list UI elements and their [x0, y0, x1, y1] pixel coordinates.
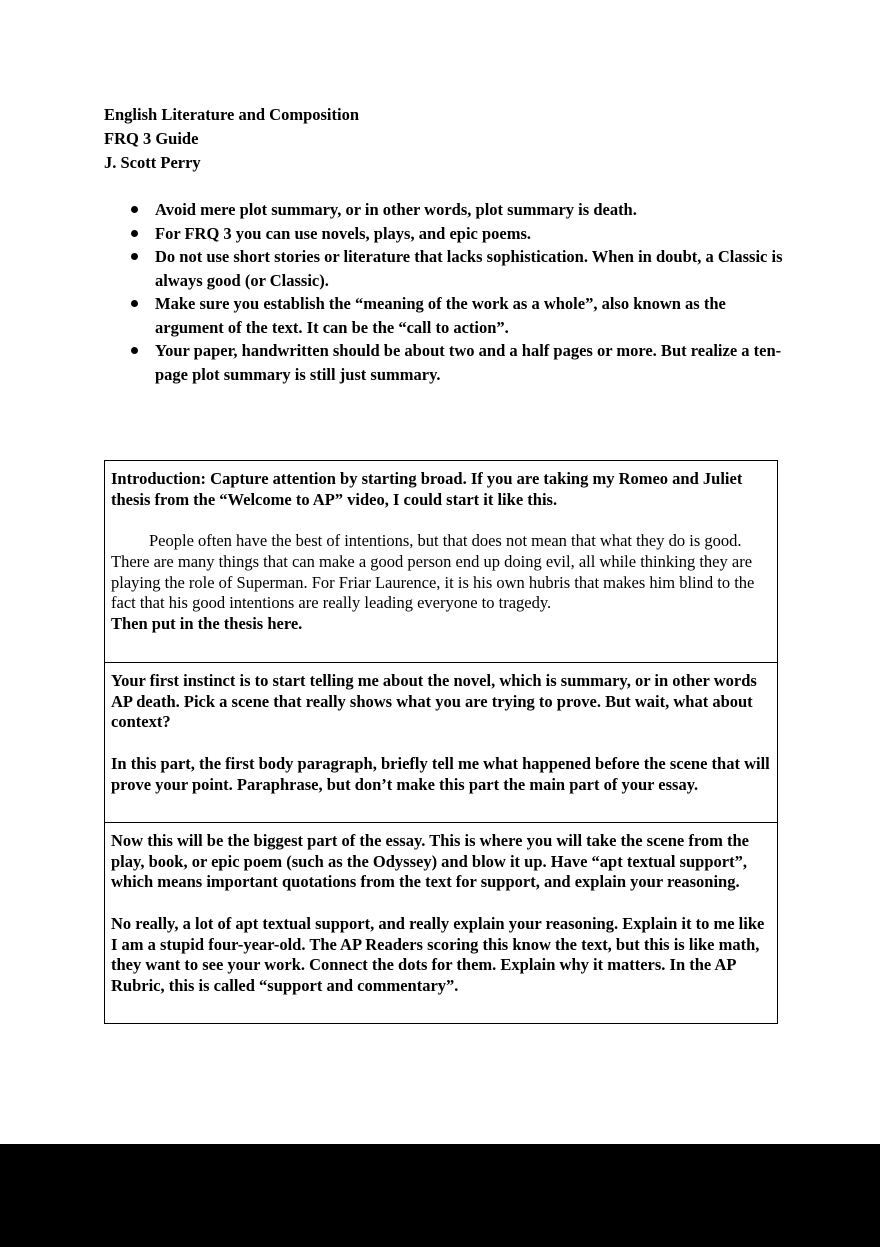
viewer-background-band [0, 1144, 880, 1247]
list-item [104, 292, 784, 339]
introduction-example: People often have the best of intentions, but that does not mean that what they do is good. There are many things that can make a good person end up doing evil, all while thinking they are playing the role of Superman. For Friar Laurence, it is his own hubris that makes him blind to the fact that his good intentions are really leading everyone to tragedy. [111, 531, 755, 613]
introduction-cell [105, 461, 777, 662]
thesis-note: Then put in the thesis here. [111, 613, 303, 633]
essay-structure-table [104, 460, 778, 1024]
list-item [104, 339, 784, 386]
tips-list [104, 198, 784, 386]
list-item-text: Avoid mere plot summary, or in other words, plot summary is death. [155, 200, 637, 219]
bullet-dot-icon [131, 300, 138, 307]
body-paragraph-1: Now this will be the biggest part of the essay. This is where you will take the scene from the play, book, or epic poem (such as the Odyssey) and blow it up. Have “apt textual support”, which means important quotations from the text for support, and explain your reasoning. [111, 831, 749, 892]
bullet-dot-icon [131, 253, 138, 260]
list-item-text: For FRQ 3 you can use novels, plays, and epic poems. [155, 223, 532, 243]
list-item-text: Do not use short stories or literature that lacks sophistication. When in doubt, a Classic is always good (or Classic). [155, 247, 783, 290]
list-item [104, 198, 784, 222]
bullet-dot-icon [131, 206, 138, 213]
document-header [104, 103, 359, 175]
context-paragraph-1: Your first instinct is to start telling me about the novel, which is summary, or in other words AP death. Pick a scene that really shows what you are trying to prove. But wait, what about context? [111, 671, 757, 732]
context-cell [105, 662, 777, 822]
introduction-instruction: Introduction: Capture attention by starting broad. If you are taking my Romeo and Juliet thesis from the “Welcome to AP” video, I could start it like this. [111, 469, 743, 509]
course-title: English Literature and Composition [104, 105, 360, 124]
list-item [104, 245, 784, 292]
guide-title: FRQ 3 Guide [104, 129, 199, 148]
bullet-dot-icon [131, 347, 138, 354]
list-item [104, 222, 784, 246]
list-item-text: Make sure you establish the “meaning of the work as a whole”, also known as the argument of the text. It can be the “call to action”. [155, 294, 726, 337]
body-cell [105, 822, 777, 1023]
body-paragraph-2: No really, a lot of apt textual support, and really explain your reasoning. Explain it to me like I am a stupid four-year-old. The AP Readers scoring this know the text, but this is like math, they want to see your work. Connect the dots for them. Explain why it matters. In the AP Rubric, this is called “support and commentary”. [111, 913, 765, 995]
context-paragraph-2: In this part, the first body paragraph, briefly tell me what happened before the scene that will prove your point. Paraphrase, but don’t make this part the main part of your essay. [111, 753, 770, 794]
bullet-dot-icon [131, 230, 138, 237]
author-name: J. Scott Perry [104, 153, 201, 172]
list-item-text: Your paper, handwritten should be about two and a half pages or more. But realize a ten-page plot summary is still just summary. [155, 341, 782, 384]
